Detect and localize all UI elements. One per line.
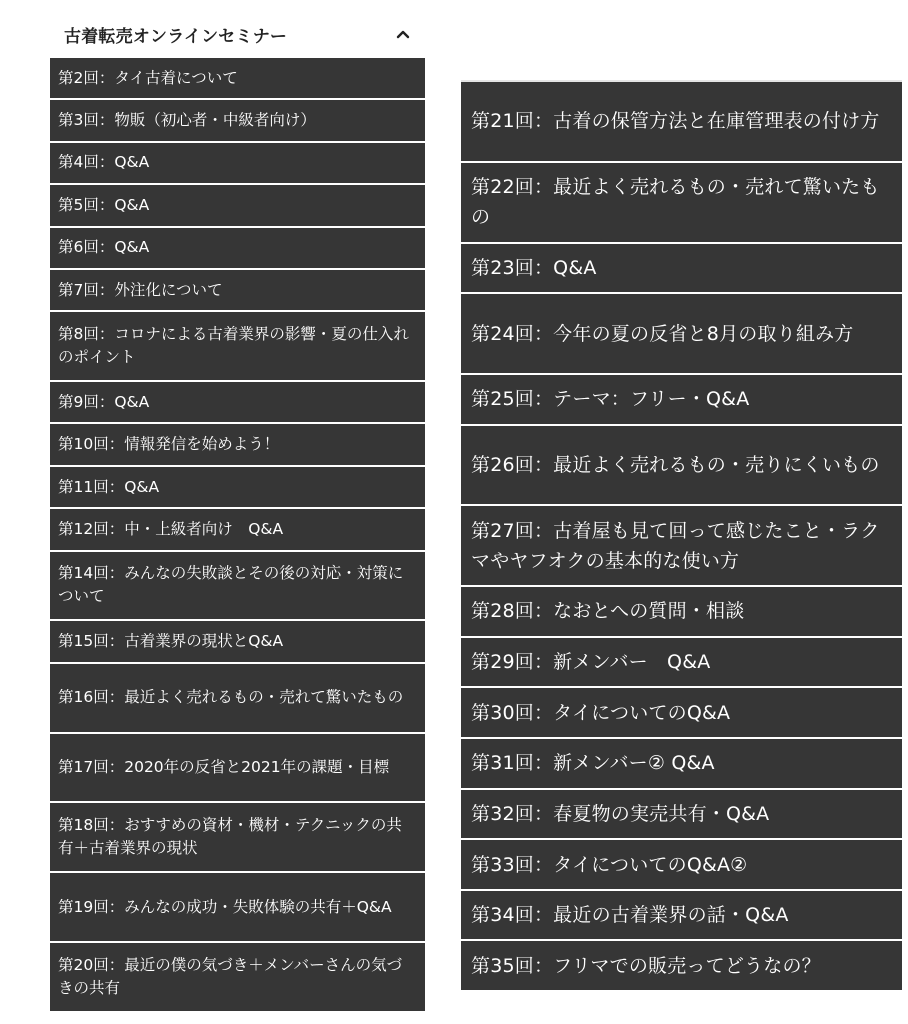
seminar-item-label: 第20回：最近の僕の気づき＋メンバーさんの気づきの共有: [58, 956, 403, 997]
seminar-item-label: 第17回：2020年の反省と2021年の課題・目標: [58, 758, 390, 777]
seminar-item[interactable]: [50, 143, 425, 183]
seminar-item[interactable]: [461, 163, 902, 242]
seminar-item-label: 第22回：最近よく売れるもの・売れて驚いたもの: [471, 176, 880, 229]
seminar-item-label: 第2回：タイ古着について: [58, 68, 238, 87]
seminar-item[interactable]: [50, 424, 425, 464]
seminar-item[interactable]: [461, 688, 902, 737]
seminar-item[interactable]: [461, 426, 902, 505]
seminar-item-label: 第25回：テーマ：フリー・Q&A: [471, 388, 750, 411]
seminar-item-label: 第34回：最近の古着業界の話・Q&A: [471, 904, 789, 927]
seminar-item-label: 第9回：Q&A: [58, 392, 150, 411]
seminar-item-label: 第18回：おすすめの資材・機材・テクニックの共有＋古着業界の現状: [58, 816, 402, 858]
seminar-item[interactable]: [50, 270, 425, 310]
seminar-item-label: 第30回：タイについてのQ&A: [471, 701, 731, 724]
seminar-item[interactable]: [50, 58, 425, 98]
seminar-item-label: 第26回：最近よく売れるもの・売りにくいもの: [471, 453, 880, 476]
seminar-item[interactable]: [50, 873, 425, 941]
seminar-list-right: [461, 80, 902, 990]
seminar-item-label: 第19回：みんなの成功・失敗体験の共有＋Q&A: [58, 897, 392, 916]
seminar-item[interactable]: [461, 294, 902, 373]
seminar-item-label: 第28回：なおとへの質問・相談: [471, 600, 745, 623]
seminar-item[interactable]: [461, 739, 902, 788]
seminar-item-label: 第7回：外注化について: [58, 280, 223, 299]
seminar-item[interactable]: [461, 375, 902, 424]
seminar-item-label: 第31回：新メンバー② Q&A: [471, 752, 715, 775]
seminar-item[interactable]: [461, 506, 902, 585]
seminar-item[interactable]: [50, 552, 425, 620]
seminar-item-label: 第11回：Q&A: [58, 477, 160, 496]
seminar-item[interactable]: [461, 840, 902, 889]
seminar-item[interactable]: [50, 100, 425, 140]
seminar-item[interactable]: [50, 734, 425, 802]
seminar-item-label: 第29回：新メンバー Q&A: [471, 651, 711, 674]
seminar-item-label: 第6回：Q&A: [58, 238, 150, 257]
seminar-item[interactable]: [50, 943, 425, 1011]
seminar-item[interactable]: [461, 638, 902, 687]
chevron-up-icon[interactable]: [395, 26, 411, 42]
seminar-item-label: 第27回：古着屋も見て回って感じたこと・ラクマやヤフオクの基本的な使い方: [471, 519, 880, 572]
seminar-item-label: 第32回：春夏物の実売共有・Q&A: [471, 802, 770, 825]
seminar-item[interactable]: [50, 185, 425, 225]
seminar-item[interactable]: [50, 382, 425, 422]
seminar-item[interactable]: [461, 941, 902, 990]
seminar-item-label: 第14回：みんなの失敗談とその後の対応・対策について: [58, 564, 404, 606]
seminar-list-left: [50, 58, 425, 1011]
seminar-item-label: 第23回：Q&A: [471, 256, 597, 279]
accordion-title: 古着転売オンラインセミナー: [64, 26, 288, 47]
seminar-item[interactable]: [50, 467, 425, 507]
seminar-item[interactable]: [461, 244, 902, 293]
seminar-item-label: 第3回：物販（初心者・中級者向け）: [58, 111, 316, 130]
seminar-item-label: 第8回：コロナによる古着業界の影響・夏の仕入れのポイント: [58, 325, 409, 367]
seminar-item-label: 第15回：古着業界の現状とQ&A: [58, 632, 284, 651]
seminar-item-label: 第35回：フリマでの販売ってどうなの？: [471, 954, 821, 977]
seminar-item-label: 第5回：Q&A: [58, 195, 150, 214]
seminar-item[interactable]: [461, 891, 902, 940]
seminar-item[interactable]: [461, 790, 902, 839]
seminar-item[interactable]: [50, 509, 425, 549]
seminar-item-label: 第21回：古着の保管方法と在庫管理表の付け方: [471, 110, 880, 133]
seminar-item[interactable]: [50, 803, 425, 871]
seminar-item-label: 第33回：タイについてのQ&A②: [471, 853, 748, 876]
seminar-item[interactable]: [50, 621, 425, 661]
seminar-item-label: 第10回：情報発信を始めよう！: [58, 435, 280, 454]
seminar-item[interactable]: [50, 228, 425, 268]
seminar-item[interactable]: [461, 587, 902, 636]
seminar-item-label: 第12回：中・上級者向け Q&A: [58, 519, 284, 538]
seminar-item[interactable]: [461, 82, 902, 161]
seminar-item-label: 第16回：最近よく売れるもの・売れて驚いたもの: [58, 688, 404, 707]
seminar-item-label: 第4回：Q&A: [58, 153, 150, 172]
seminar-item-label: 第24回：今年の夏の反省と8月の取り組み方: [471, 322, 854, 345]
seminar-item[interactable]: [50, 312, 425, 380]
seminar-item[interactable]: [50, 664, 425, 732]
accordion-header[interactable]: [50, 14, 425, 54]
